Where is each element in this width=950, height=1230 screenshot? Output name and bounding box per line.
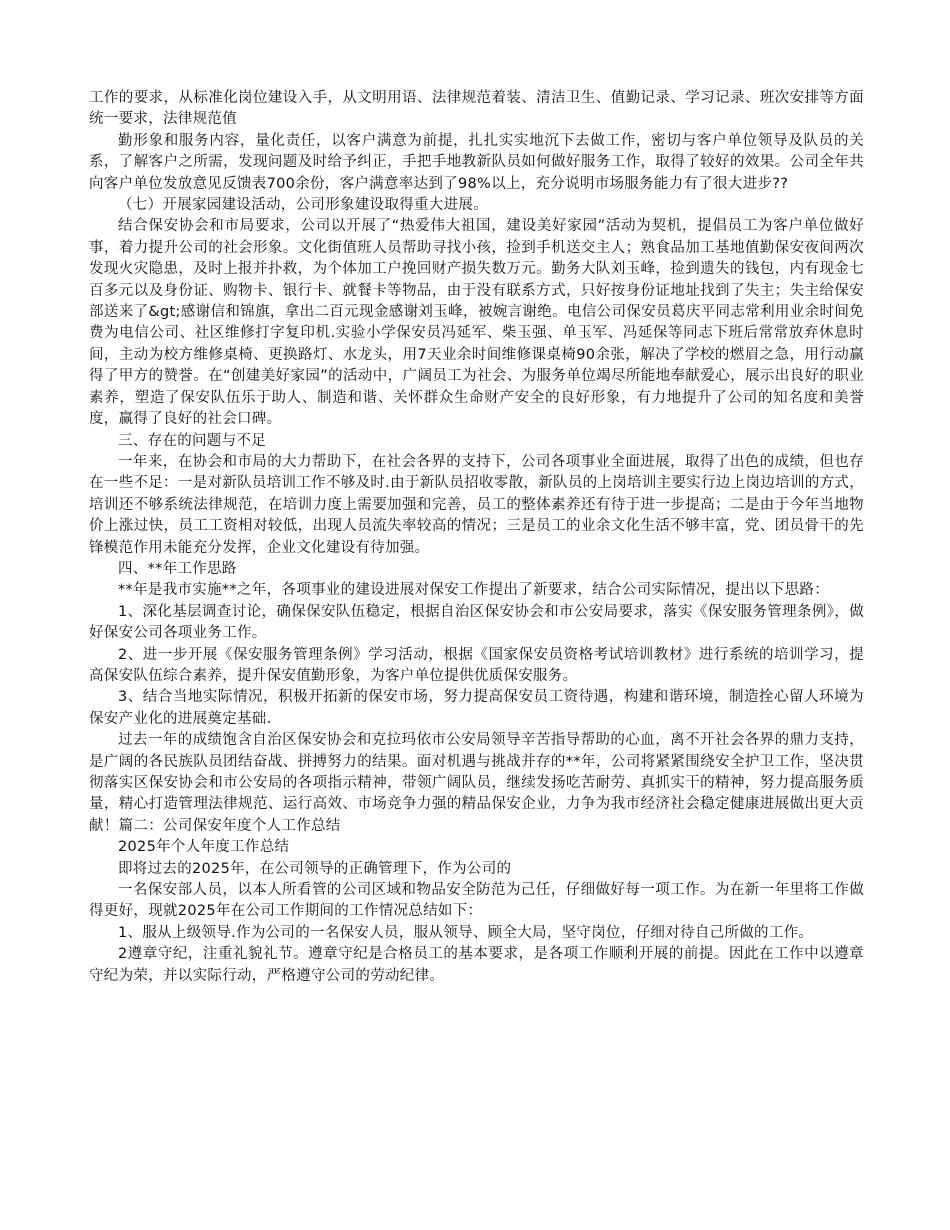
paragraph-homeland-activity: 结合保安协会和市局要求，公司以开展了“热爱伟大祖国，建设美好家园”活动为契机，提倡员工为客户单位做好事，着力提升公司的社会形象。文化街值班人员帮助寻找小孩，捡到手机送交主人；熟食品加工基地值勤保安夜间两次发现火灾隐患，及时上报并扑救，为个体加工户挽回财产损失数万元。勤务大队刘玉峰，捡到遗失的钱包，内有现金七百多元以及身份证、购物卡、银行卡、就餐卡等物品，由于没有联系方式，只好按身份证地址找到了失主；失主给保安部送来了&gt;感谢信和锦旗，拿出二百元现金感谢刘玉峰，被婉言谢绝。电信公司保安员葛庆平同志常利用业余时间免费为电信公司、社区维修打字复印机.实验小学保安员冯延军、柴玉强、单玉军、冯延保等同志下班后常常放弃休息时间，主动为校方维修桌椅、更换路灯、水龙头，用7天业余时间维修课桌椅90余张，解决了学校的燃眉之急，用行动赢得了甲方的赞誉。在“创建美好家园”的活动中，广阔员工为社会、为服务单位竭尽所能地奉献爱心，展示出良好的职业素养，塑造了保安队伍乐于助人、制造和谐、关怀群众生命财产安全的良好形象，有力地提升了公司的知名度和美誉度，赢得了良好的社会口碑。 xyxy=(89,218,864,428)
document-page xyxy=(89,88,864,987)
list-item-plan-3: 3、结合当地实际情况，积极开拓新的保安市场，努力提高保安员工资待遇，构建和谐环境，制造拴心留人环境为保安产业化的进展奠定基础. xyxy=(89,689,864,727)
list-item-personal-2: 2遵章守纪，注重礼貌礼节。遵章守纪是合格员工的基本要求，是各项工作顺利开展的前提。因此在工作中以遵章守纪为荣，并以实际行动，严格遵守公司的劳动纪律。 xyxy=(89,946,864,984)
paragraph-service-image: 勤形象和服务内容，量化责任，以客户满意为前提，扎扎实实地沉下去做工作，密切与客户单位领导及队员的关系，了解客户之所需，发现问题及时给予纠正，手把手地教新队员如何做好服务工作，取得了较好的效果。公司全年共向客户单位发放意见反馈表700余份，客户满意率达到了98%以上，充分说明市场服务能力有了很大进步?? xyxy=(89,132,864,192)
paragraph-closing: 过去一年的成绩饱含自治区保安协会和克拉玛依市公安局领导辛苦指导帮助的心血，离不开社会各界的鼎力支持，是广阔的各民族队员团结奋战、拼搏努力的结果。面对机遇与挑战并存的**年，公司将紧紧围绕安全护卫工作，坚决贯彻落实区保安协会和市公安局的各项指示精神，带领广阔队员，继续发扬吃苦耐劳、真抓实干的精神，努力提高服务质量，精心打造管理法律规范、运行高效、市场竞争力强的精品保安企业，力争为我市经济社会稳定健康进展做出更大贡献！篇二：公司保安年度个人工作总结 xyxy=(89,732,864,834)
paragraph-personal-intro-1: 即将过去的2025年，在公司领导的正确管理下，作为公司的 xyxy=(118,860,512,877)
heading-homeland-activity: （七）开展家园建设活动，公司形象建设取得重大进展。 xyxy=(118,197,488,214)
list-item-plan-2: 2、进一步开展《保安服务管理条例》学习活动，根据《国家保安员资格考试培训教材》进行系统的培训学习，提高保安队伍综合素养，提升保安值勤形象，为客户单位提供优质保安服务。 xyxy=(89,646,864,684)
heading-personal-summary: 2025年个人年度工作总结 xyxy=(118,839,290,856)
list-item-personal-1: 1、服从上级领导.作为公司的一名保安人员，服从领导、顾全大局，坚守岗位，仔细对待自己所做的工作。 xyxy=(118,924,814,941)
paragraph-personal-intro-2: 一名保安部人员，以本人所看管的公司区域和物品安全防范为己任，仔细做好每一项工作。为在新一年里将工作做得更好，现就2025年在公司工作期间的工作情况总结如下： xyxy=(89,882,864,920)
paragraph-continuation-standards: 工作的要求，从标准化岗位建设入手，从文明用语、法律规范着装、清洁卫生、值勤记录、学习记录、班次安排等方面统一要求，法律规范值 xyxy=(89,90,864,128)
paragraph-problems: 一年来，在协会和市局的大力帮助下，在社会各界的支持下，公司各项事业全面进展，取得了出色的成绩，但也存在一些不足：一是对新队员培训工作不够及时.由于新队员招收零散，新队员的上岗培训主要实行边上岗边培训的方式，培训还不够系统法律规范，在培训力度上需要加强和完善，员工的整体素养还有待于进一步提高；二是由于今年当地物价上涨过快，员工工资相对较低，出现人员流失率较高的情况；三是员工的业余文化生活不够丰富，党、团员骨干的先锋模范作用未能充分发挥，企业文化建设有待加强。 xyxy=(89,453,864,556)
heading-work-plan: 四、**年工作思路 xyxy=(118,560,237,577)
list-item-plan-1: 1、深化基层调查讨论，确保保安队伍稳定，根据自治区保安协会和市公安局要求，落实《保安服务管理条例》，做好保安公司各项业务工作。 xyxy=(89,603,864,642)
paragraph-work-plan-intro: **年是我市实施**之年，各项事业的建设进展对保安工作提出了新要求，结合公司实际情况，提出以下思路： xyxy=(118,582,829,599)
heading-problems: 三、存在的问题与不足 xyxy=(118,432,266,449)
